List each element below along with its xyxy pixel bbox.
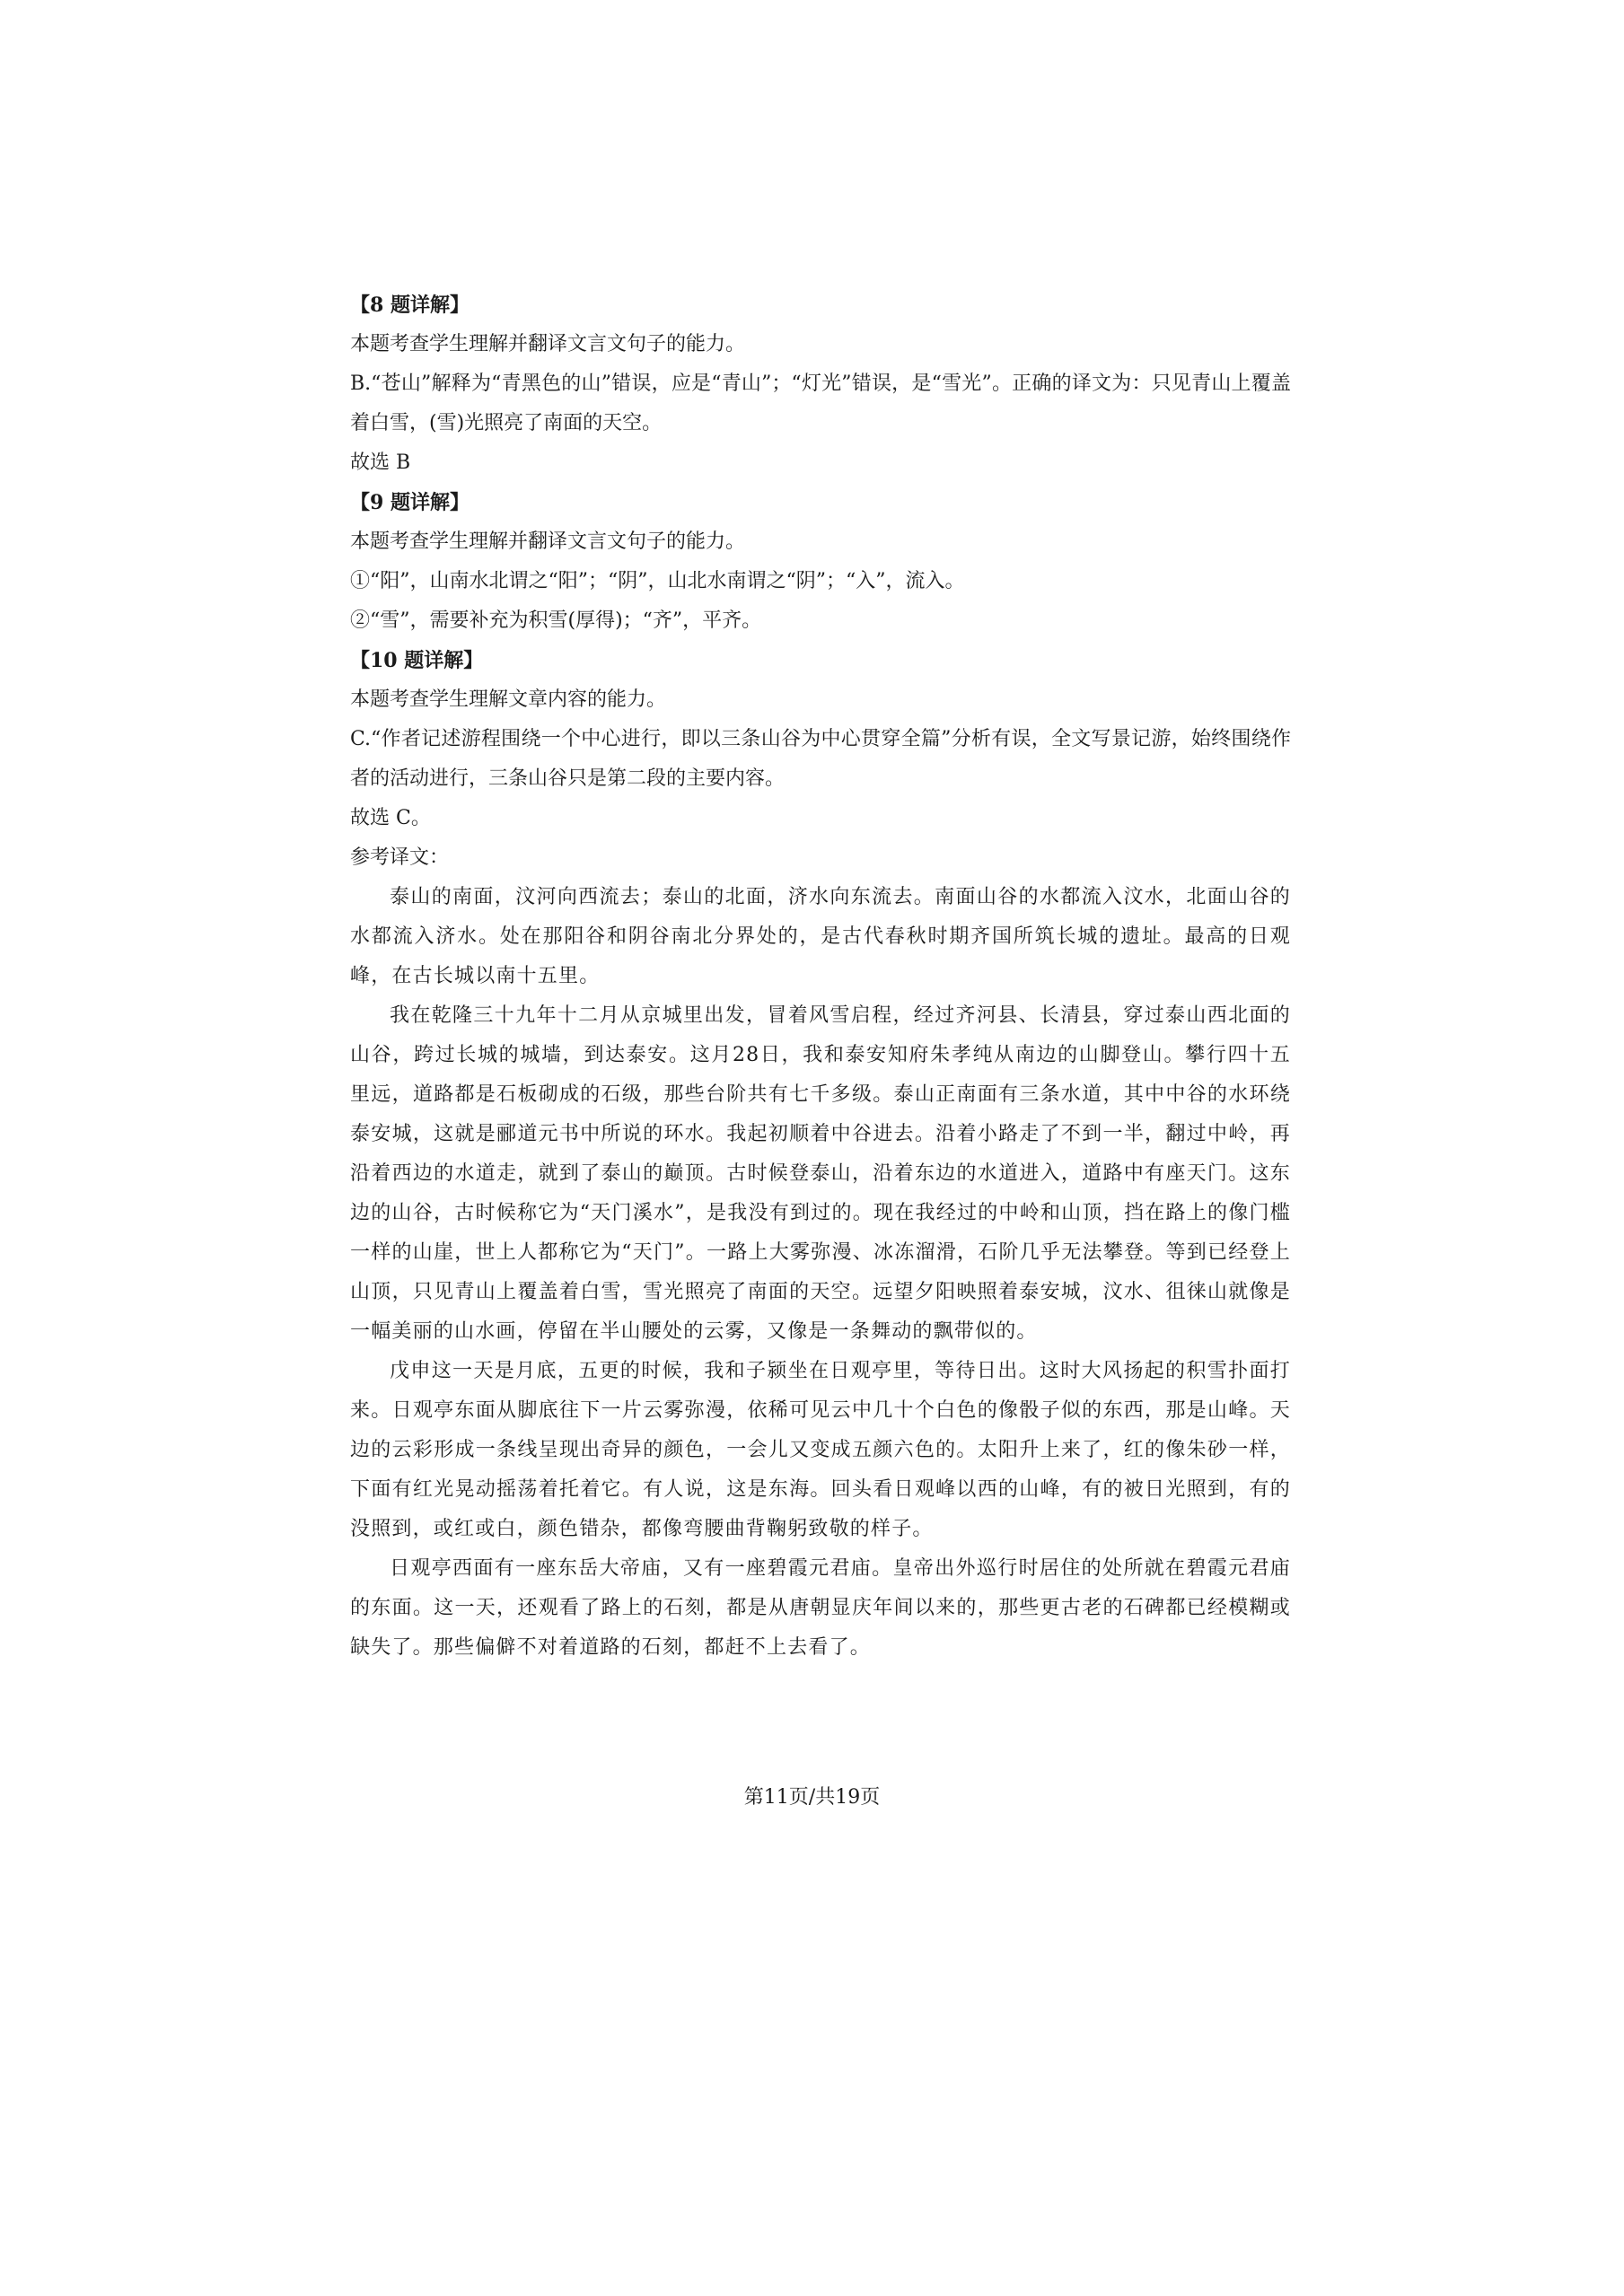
q9-intro: 本题考查学生理解并翻译文言文句子的能力。	[350, 530, 746, 553]
q9-point-1: ①“阳”，山南水北谓之“阳”；“阴”，山北水南谓之“阴”；“入”，流入。	[350, 570, 965, 592]
translation-paragraph-1: 泰山的南面，汶河向西流去；泰山的北面，济水向东流去。南面山谷的水都流入汶水，北面山谷的水都流入济水。处在那阳谷和阴谷南北分界处的，是古代春秋时期齐国所筑长城的遗址。最高的日观峰，在古长城以南十五里。	[350, 886, 1291, 987]
page-number: 第11页/共19页	[743, 1786, 881, 1809]
q8-answer: 故选 B	[350, 451, 411, 474]
q9-point-2: ②“雪”，需要补充为积雪(厚得)；“齐”，平齐。	[350, 609, 762, 632]
q8-intro: 本题考查学生理解并翻译文言文句子的能力。	[350, 333, 746, 355]
translation-paragraph-4: 日观亭西面有一座东岳大帝庙，又有一座碧霞元君庙。皇帝出外巡行时居住的处所就在碧霞元君庙的东面。这一天，还观看了路上的石刻，都是从唐朝显庆年间以来的，那些更古老的石碑都已经模糊或缺失了。那些偏僻不对着道路的石刻，都赶不上去看了。	[350, 1557, 1291, 1659]
q10-heading: 【10 题详解】	[350, 649, 484, 672]
translation-label: 参考译文：	[350, 846, 450, 869]
translation-paragraph-2: 我在乾隆三十九年十二月从京城里出发，冒着风雪启程，经过齐河县、长清县，穿过泰山西北面的山谷，跨过长城的城墙，到达泰安。这月28日，我和泰安知府朱孝纯从南边的山脚登山。攀行四十五里远，道路都是石板砌成的石级，那些台阶共有七千多级。泰山正南面有三条水道，其中中谷的水环绕泰安城，这就是郦道元书中所说的环水。我起初顺着中谷进去。沿着小路走了不到一半，翻过中岭，再沿着西边的水道走，就到了泰山的巅顶。古时候登泰山，沿着东边的水道进入，道路中有座天门。这东边的山谷，古时候称它为“天门溪水”，是我没有到过的。现在我经过的中岭和山顶，挡在路上的像门槛一样的山崖，世上人都称它为“天门”。一路上大雾弥漫、冰冻溜滑，石阶几乎无法攀登。等到已经登上山顶，只见青山上覆盖着白雪，雪光照亮了南面的天空。远望夕阳映照着泰安城，汶水、徂徕山就像是一幅美丽的山水画，停留在半山腰处的云雾，又像是一条舞动的飘带似的。	[350, 1004, 1291, 1343]
q10-intro: 本题考查学生理解文章内容的能力。	[350, 688, 667, 711]
q10-analysis: C.“作者记述游程围绕一个中心进行，即以三条山谷为中心贯穿全篇”分析有误，全文写景记游，始终围绕作者的活动进行，三条山谷只是第二段的主要内容。	[350, 728, 1291, 790]
q8-analysis: B.“苍山”解释为“青黑色的山”错误，应是“青山”；“灯光”错误，是“雪光”。正确的译文为：只见青山上覆盖着白雪，(雪)光照亮了南面的天空。	[350, 372, 1291, 434]
translation-paragraph-3: 戊申这一天是月底，五更的时候，我和子颍坐在日观亭里，等待日出。这时大风扬起的积雪扑面打来。日观亭东面从脚底往下一片云雾弥漫，依稀可见云中几十个白色的像骰子似的东西，那是山峰。天边的云彩形成一条线呈现出奇异的颜色，一会儿又变成五颜六色的。太阳升上来了，红的像朱砂一样，下面有红光晃动摇荡着托着它。有人说，这是东海。回头看日观峰以西的山峰，有的被日光照到，有的没照到，或红或白，颜色错杂，都像弯腰曲背鞠躬致敬的样子。	[350, 1360, 1291, 1540]
q9-heading: 【9 题详解】	[350, 491, 470, 514]
q10-answer: 故选 C。	[350, 807, 431, 829]
document-body	[350, 285, 1291, 1668]
q8-heading: 【8 题详解】	[350, 294, 470, 317]
